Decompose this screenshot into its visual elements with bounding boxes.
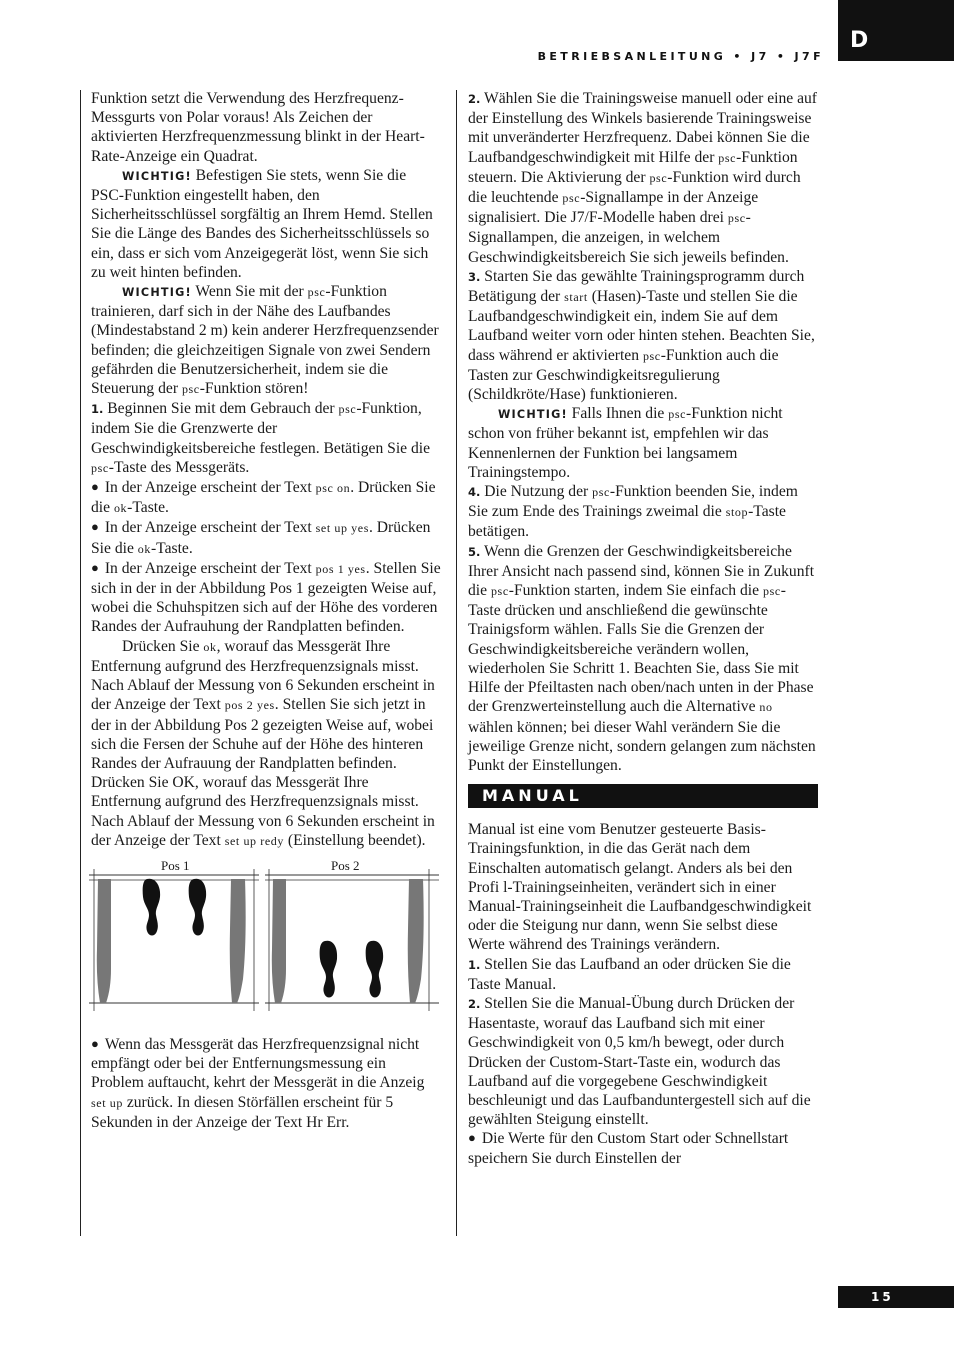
bullet-item: ● In der Anzeige erscheint der Text set up yes. Drücken Sie die ok-Taste. xyxy=(91,519,431,557)
step-number: 1. xyxy=(91,402,104,417)
section-heading-manual: MANUAL xyxy=(468,784,818,808)
step-number: 2. xyxy=(468,996,481,1011)
manual-step-1: 1. Stellen Sie das Laufband an oder drücken Sie die Taste Manual. xyxy=(468,955,791,993)
warning-paragraph: WICHTIG! Falls Ihnen die psc-Funktion nicht schon von früher bekannt ist, empfehlen wir das Kennenlernen der Funktion bei langsamem Trainingstempo. xyxy=(468,405,783,481)
manual-step-2: 2. Stellen Sie die Manual-Übung durch Drücken der Hasentaste, worauf das Laufband sich mit einer Geschwindigkeit von 0,5 km/h bewegt, oder durch Drücken der Custom-Start-Taste ein, wodurch das Laufband auf die vorgegebene Geschwindigkeit beschleunigt und das Laufbanduntergestell sich auf die gewählten Steigung einstellt. xyxy=(468,994,811,1129)
left-column-rule xyxy=(80,90,81,1236)
language-tab: D xyxy=(838,0,954,61)
page-number: 15 xyxy=(838,1286,954,1308)
running-header: BETRIEBSANLEITUNG • J7 • J7F xyxy=(537,50,824,63)
step-number: 5. xyxy=(468,544,481,559)
step-1: 1. Beginnen Sie mit dem Gebrauch der psc-Funktion, indem Sie die Grenzwerte der Geschwindigkeitsbereiche festlegen. Betätigen Sie die psc-Taste des Messgeräts. xyxy=(91,400,431,476)
foot-position-illustration xyxy=(89,859,439,1029)
bullet-item: ● In der Anzeige erscheint der Text psc on. Drücken Sie die ok-Taste. xyxy=(91,479,436,517)
bullet-item: ● Wenn das Messgerät das Herzfrequenzsignal nicht empfängt oder bei der Entfernungsmessung ein Problem auftaucht, kehrt der Messgerät in die Anzeig set up zurück. In diesen Störfällen erscheint für 5 Sekunden in der Anzeige der Text Hr Err. xyxy=(91,1035,425,1131)
warning-label: WICHTIG! xyxy=(122,169,192,183)
manual-intro: Manual ist eine vom Benutzer gesteuerte Basis-Trainingsfunktion, in die das Gerät nach dem Einschalten automatisch gelangt. Anders als bei den Profi l-Trainingseinheiten, verändert sich in einer Manual-Trainingseinheit die Laufbandgeschwindigkeit oder die Steigung nur dann, wenn Sie selbst diese Werte während des Trainings verändern. xyxy=(468,821,812,954)
bullet-item: ● Die Werte für den Custom Start oder Schnellstart speichern Sie durch Einstellen der xyxy=(468,1130,789,1167)
step-5: 5. Wenn die Grenzen der Geschwindigkeitsbereiche Ihrer Ansicht nach passend sind, können Sie in Zukunft die psc-Funktion starten, indem Sie einfach die psc-Taste drücken und anschließend die gewünschte Trainigsform wählen. Falls Sie die Grenzen der Geschwindigkeitsbereiche verändern wollen, wiederholen Sie Schritt 1. Beachten Sie, dass Sie mit Hilfe der Pfeiltasten nach oben/nach unten in der Phase der Grenzwerteinstellung auch die Alternative no wählen können; bei dieser Wahl verändern Sie die jeweilige Grenze nicht, sondern gelangen zum nächsten Punkt der Einstellungen. xyxy=(468,542,816,774)
step-3: 3. Starten Sie das gewählte Trainingsprogramm durch Betätigung der start (Hasen)-Taste und stellen Sie die Laufbandgeschwindigkeit ein, indem Sie auf dem Laufband weiter vorn oder hinten stehen. Beachten Sie, dass während er aktivierten psc-Funktion auch die Tasten zur Geschwindigkeitsregulierung (Schildkröte/Hase) funktionieren. xyxy=(468,267,815,404)
bullet-icon: ● xyxy=(468,1130,476,1146)
bullet-icon: ● xyxy=(91,519,99,535)
warning-paragraph: WICHTIG! Befestigen Sie stets, wenn Sie die PSC-Funktion eingestellt haben, den Sicherheitsschlüssel sorgfältig an Ihrem Hemd. Stellen Sie die Länge des Bandes des Sicherheitsschlüssels so ein, dass er sich vom Anzeigegerät löst, wenn Sie sich zu weit hinten befinden. xyxy=(91,166,433,281)
foot-position-figure xyxy=(89,859,439,1029)
step-2: 2. Wählen Sie die Trainingsweise manuell oder eine auf der Einstellung des Winkels basierende Trainingsweise mit unveränderter Herzfrequenz. Dabei können Sie die Laufbandgeschwindigkeit mit Hilfe der psc-Funktion steuern. Die Aktivierung der psc-Funktion wird durch die leuchtende psc-Signallampe in der Anzeige signalisiert. Die J7/F-Modelle haben drei psc-Signallampen, die anzeigen, in welchem Geschwindigkeitsbereich Sie sich jeweils befinden. xyxy=(468,90,818,266)
step-number: 3. xyxy=(468,269,481,284)
bullet-icon: ● xyxy=(91,1035,99,1051)
step-number: 2. xyxy=(468,92,481,106)
right-column xyxy=(468,89,818,1168)
measurement-paragraph: Drücken Sie ok, worauf das Messgerät Ihre Entfernung aufgrund des Herzfrequenzsignals misst. Nach Ablauf der Messung von 6 Sekunden erscheint in der Anzeige der Text pos 2 yes. Stellen Sie sich jetzt in der in der Abbildung Pos 2 gezeigten Weise auf, wobei sich die Fersen der Schuhe auf der Höhe des hinteren Randes der Aufrauung der Randplatten befinden. Drücken Sie OK, worauf das Messgerät Ihre Entfernung aufgrund des Herzfrequenzsignals misst. Nach Ablauf der Messung von 6 Sekunden erscheint in der Anzeige der Text set up redy (Einstellung beendet). xyxy=(91,637,435,849)
figure-caption-pos1: Pos 1 xyxy=(161,857,190,873)
step-number: 4. xyxy=(468,485,481,500)
step-number: 1. xyxy=(468,957,481,972)
bullet-icon: ● xyxy=(91,559,99,575)
bullet-icon: ● xyxy=(91,479,99,495)
step-4: 4. Die Nutzung der psc-Funktion beenden Sie, indem Sie zum Ende des Trainings zweimal die stop-Taste betätigen. xyxy=(468,483,798,541)
left-column xyxy=(91,89,441,1132)
warning-label: WICHTIG! xyxy=(122,286,192,300)
figure-caption-pos2: Pos 2 xyxy=(331,857,360,873)
center-column-rule xyxy=(456,90,457,1236)
warning-paragraph: WICHTIG! Wenn Sie mit der psc-Funktion trainieren, darf sich in der Nähe des Laufbandes (Mindestabstand 2 m) kein anderer Herzfrequenzsender befinden; die gleichzeitigen Signale von zwei Sendern gefährden die Benutzersicherheit, indem sie die Steuerung der psc-Funktion stören! xyxy=(91,283,439,398)
intro-paragraph: Funktion setzt die Verwendung des Herzfrequenz-Messgurts von Polar voraus! Als Zeichen der aktivierten Herzfrequenzmessung blinkt in der Heart-Rate-Anzeige ein Quadrat. xyxy=(91,90,425,165)
bullet-item: ● In der Anzeige erscheint der Text pos 1 yes. Stellen Sie sich in der in der Abbildung Pos 1 gezeigten Weise auf, wobei die Schuhspitzen sich auf der Höhe des vorderen Randes der Aufrauhung der Randplatten befinden. xyxy=(91,559,441,636)
warning-label: WICHTIG! xyxy=(498,408,568,422)
